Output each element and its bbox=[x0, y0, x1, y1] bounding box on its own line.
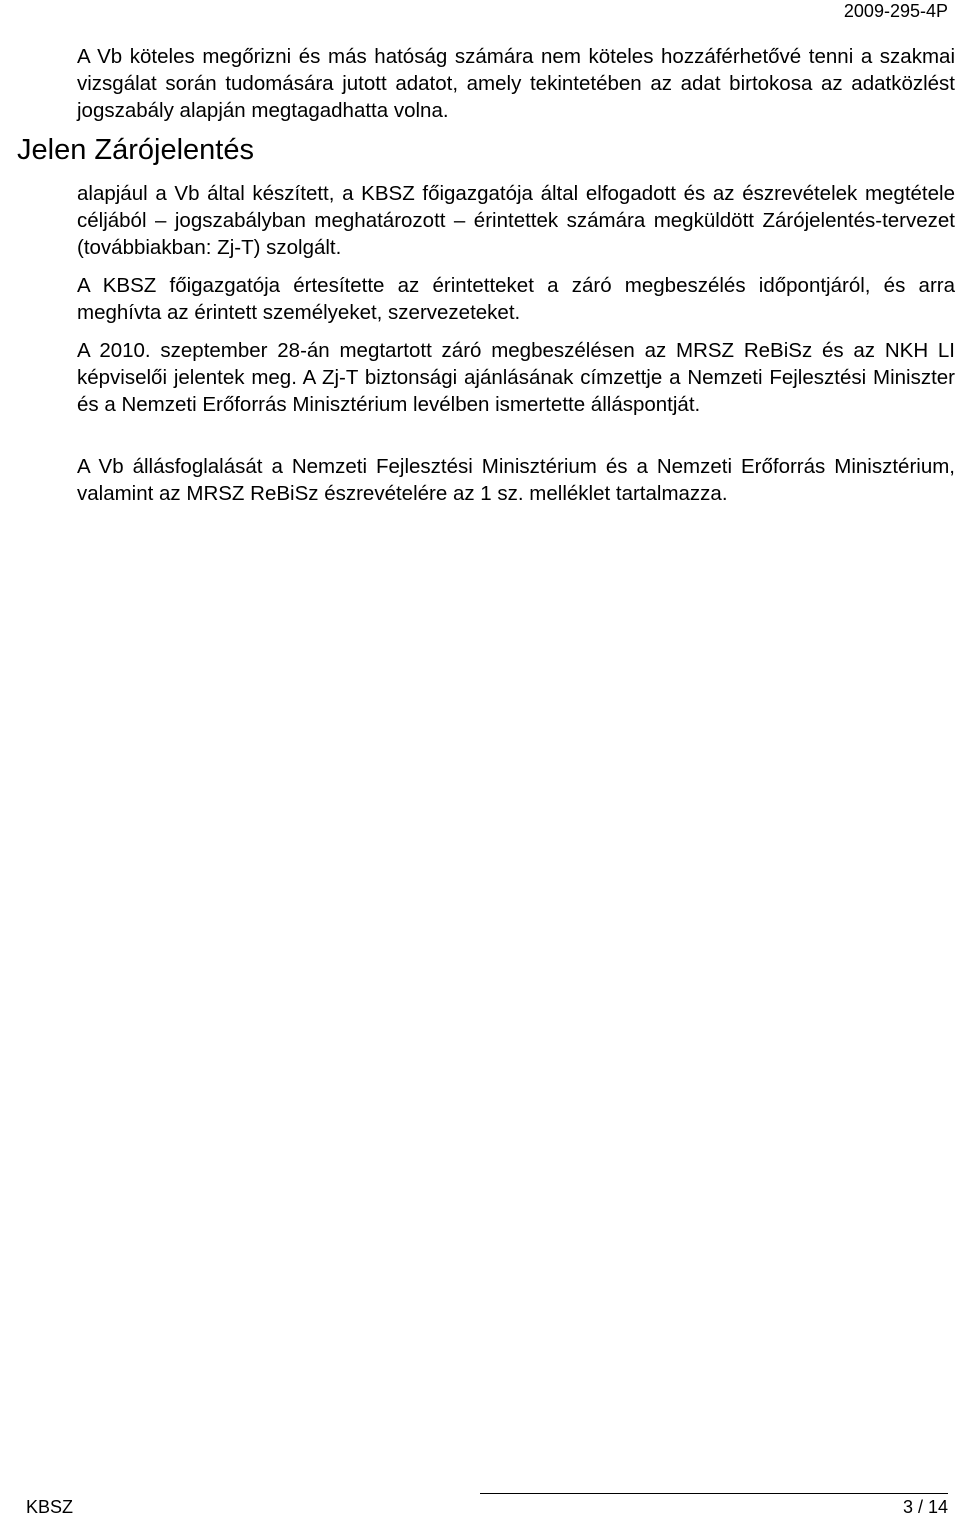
document-id: 2009-295-4P bbox=[843, 1, 948, 21]
paragraph-meeting: A 2010. szeptember 28-án megtartott záró megbeszélésen az MRSZ ReBiSz és az NKH LI képviselői jelentek meg. A Zj-T biztonsági ajánlásának címzettje a Nemzeti Fejlesztési Miniszter és a Nemzeti Erőforrás Minisztérium levélben ismertette álláspontját. bbox=[77, 339, 955, 416]
section-heading: Jelen Zárójelentés bbox=[17, 134, 254, 166]
footer-divider bbox=[480, 1493, 948, 1494]
paragraph-basis: alapjául a Vb által készített, a KBSZ főigazgatója által elfogadott és az észrevételek megtétele céljából – jogszabályban meghatározott – érintettek számára megküldött Zárójelentés-tervezet (továbbiakban: Zj-T) szolgált. bbox=[77, 182, 955, 259]
intro-paragraph: A Vb köteles megőrizni és más hatóság számára nem köteles hozzáférhetővé tenni a szakmai vizsgálat során tudomására jutott adatot, amely tekintetében az adat birtokosa az adatközlést jogszabály alapján megtagadhatta volna. bbox=[77, 45, 955, 122]
footer-page-number: 3 / 14 bbox=[902, 1497, 948, 1517]
paragraph-annex: A Vb állásfoglalását a Nemzeti Fejlesztési Minisztérium és a Nemzeti Erőforrás Minisztérium, valamint az MRSZ ReBiSz észrevételére az 1 sz. melléklet tartalmazza. bbox=[77, 455, 955, 505]
paragraph-notification: A KBSZ főigazgatója értesítette az érintetteket a záró megbeszélés időpontjáról, és arra meghívta az érintett személyeket, szervezeteket. bbox=[77, 274, 955, 324]
footer-organization: KBSZ bbox=[26, 1497, 74, 1517]
